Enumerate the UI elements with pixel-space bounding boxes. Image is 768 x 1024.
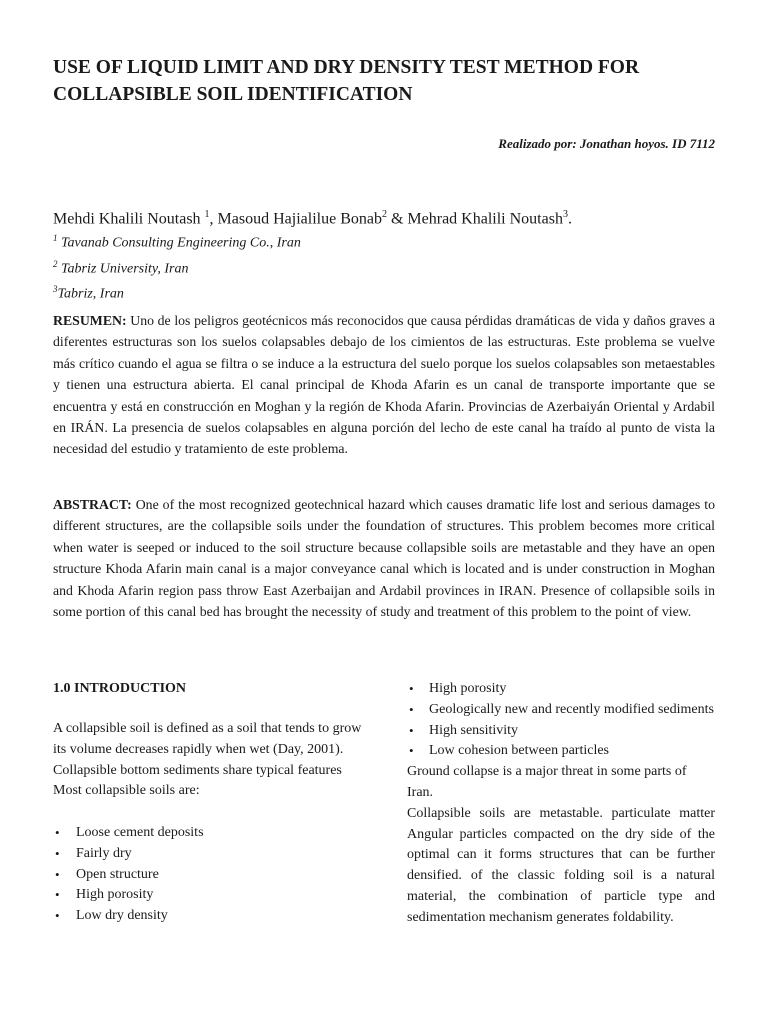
- abstract-paragraph: [53, 494, 715, 622]
- list-item-text: Low dry density: [76, 908, 168, 924]
- list-item-text: Geologically new and recently modified sediments: [429, 701, 714, 717]
- list-item-text: Low cohesion between particles: [429, 743, 609, 759]
- affil-text: Tabriz University, Iran: [57, 261, 189, 277]
- list-item: [53, 844, 363, 865]
- body-paragraph: Collapsible soils are metastable. particulate matter Angular particles compacted on the dry side of the optimal can it forms structures that can be further densified. of the classic folding soil is a natural material, the combination of particle type and sedimentation mechanism generates foldability.: [407, 805, 715, 925]
- list-item: [407, 721, 715, 742]
- left-column: [53, 679, 363, 927]
- resumen-paragraph: [53, 310, 715, 460]
- bullet-icon: •: [409, 722, 414, 738]
- affil-mark: 1: [53, 233, 58, 243]
- author-name: Masoud Hajialilue Bonab: [217, 210, 382, 228]
- bullet-icon: •: [55, 887, 60, 903]
- body-paragraph: Ground collapse is a major threat in some parts of Iran.: [407, 764, 687, 800]
- intro-paragraph: A collapsible soil is defined as a soil that tends to grow its volume decreases rapidly when wet (Day, 2001).: [53, 721, 362, 757]
- resumen-label: RESUMEN:: [53, 313, 127, 328]
- collapsible-soil-features-list: [53, 823, 363, 927]
- list-item-text: Open structure: [76, 866, 159, 882]
- author-affil-mark: 2: [381, 209, 387, 220]
- author-name: Mehrad Khalili Noutash: [407, 210, 563, 228]
- author-list: [53, 205, 715, 229]
- bullet-icon: •: [409, 701, 414, 717]
- affiliation-line: [53, 228, 715, 254]
- abstract-label: ABSTRACT:: [53, 497, 132, 512]
- author-affil-mark: 1: [204, 209, 210, 220]
- author-separator: &: [386, 210, 408, 228]
- list-item-text: High sensitivity: [429, 722, 519, 738]
- author-separator: ,: [209, 210, 218, 228]
- affil-text: Tavanab Consulting Engineering Co., Iran: [57, 235, 301, 251]
- list-item-text: Fairly dry: [76, 845, 132, 861]
- intro-paragraph: Collapsible bottom sediments share typical features: [53, 762, 342, 778]
- made-by-line: Realizado por: Jonathan hoyos. ID 7112: [498, 136, 715, 151]
- bullet-icon: •: [409, 681, 414, 696]
- bullet-icon: •: [55, 845, 60, 861]
- intro-paragraph: Most collapsible soils are:: [53, 783, 200, 799]
- right-column: [407, 679, 715, 929]
- list-item: [53, 885, 363, 906]
- bullet-icon: •: [55, 866, 60, 882]
- abstract-text: One of the most recognized geotechnical hazard which causes dramatic life lost and serious damages to different structures, are the collapsible soils under the foundation of structures. This problem becomes more critical when water is seeped or induced to the soil structure because collapsible soils are metastable and they have an open structure Khoda Afarin main canal is a major conveyance canal which is located and is under construction in Moghan and Khoda Afarin region pass throw East Azerbaijan and Ardabil provinces in IRAN. Presence of collapsible soils in some portion of this canal bed has brought the necessity of study and treatment of this problem to the point of view.: [53, 497, 715, 620]
- author-separator: .: [567, 210, 572, 228]
- affil-text: Tabriz, Iran: [57, 286, 124, 302]
- affil-mark: 2: [53, 258, 58, 269]
- resumen-text: Uno de los peligros geotécnicos más reconocidos que causa pérdidas dramáticas de vida y daños graves a diferentes estructuras son los suelos colapsables debajo de los cimientos de las estructuras. Este problema se vuelve más crítico cuando el agua se filtra o se induce a la estructura del suelo porque los suelos colapsables son metaestables y tienen una estructura abierta. El canal principal de Khoda Afarin es un canal de transporte importante que se encuentra y está en construcción en Moghan y la región de Khoda Afarin. Provincias de Azerbaiyán Oriental y Ardabil en IRÁN. La presencia de suelos colapsables en alguna porción del lecho de este canal ha traído al punto de vista la necesidad del estudio y tratamiento de este problema.: [53, 313, 715, 457]
- list-item: [407, 700, 715, 721]
- list-item: [407, 741, 715, 762]
- list-item: [53, 906, 363, 927]
- soil-features-list-continued: [407, 679, 715, 762]
- list-item: [53, 865, 363, 886]
- bullet-icon: •: [55, 908, 60, 924]
- list-item: [407, 679, 715, 700]
- list-item-text: High porosity: [429, 681, 507, 696]
- bullet-icon: •: [409, 743, 414, 759]
- section-heading: 1.0 INTRODUCTION: [53, 681, 187, 696]
- list-item-text: Loose cement deposits: [76, 824, 204, 840]
- affil-mark: 3: [53, 284, 58, 295]
- author-affil-mark: 3: [562, 209, 568, 220]
- list-item-text: High porosity: [76, 887, 154, 903]
- list-item: [53, 823, 363, 844]
- author-name: Mehdi Khalili Noutash: [53, 210, 201, 228]
- affiliation-line: [53, 279, 715, 305]
- bullet-icon: •: [55, 824, 60, 840]
- affiliation-list: [53, 228, 715, 305]
- paper-title: USE OF LIQUID LIMIT AND DRY DENSITY TEST METHOD FOR COLLAPSIBLE SOIL IDENTIFICATION: [53, 57, 640, 105]
- affiliation-line: [53, 254, 715, 280]
